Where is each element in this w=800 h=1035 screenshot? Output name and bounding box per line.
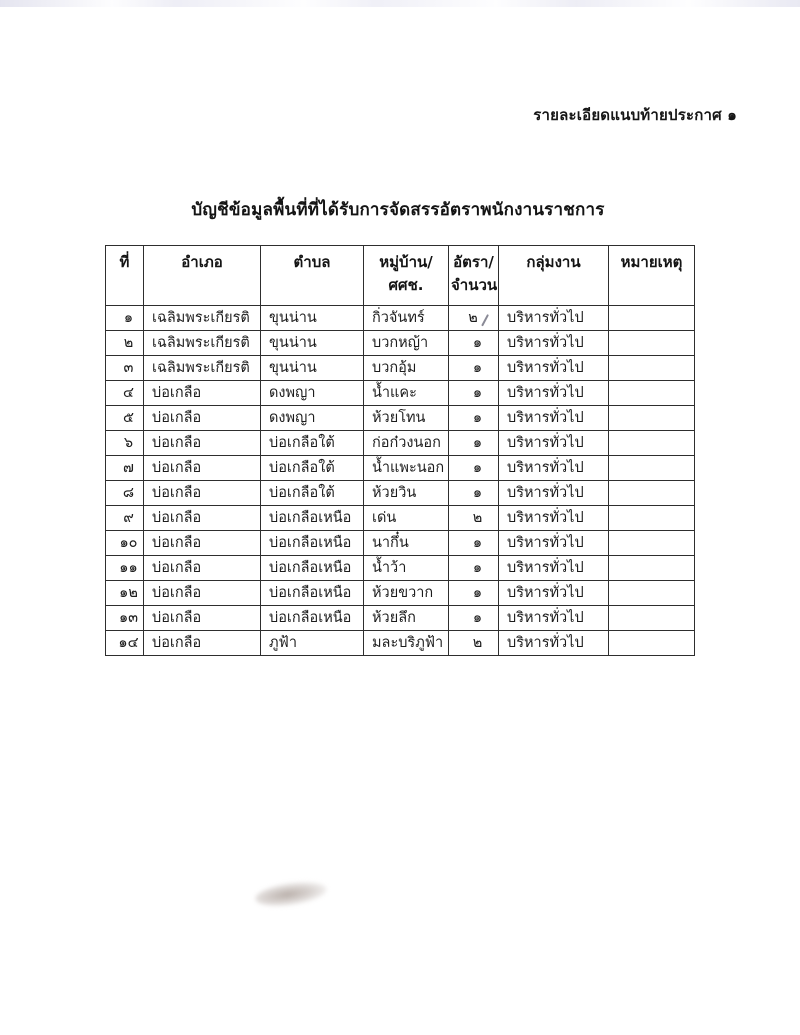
cell-subdistrict: บ่อเกลือเหนือ [261,606,364,631]
table-row [106,456,695,481]
header-subdistrict-label: ตำบล [293,253,331,271]
rate-value: ๑ [472,360,483,376]
cell-subdistrict: บ่อเกลือใต้ [261,431,364,456]
rate-value: ๒ [468,310,478,326]
cell-row-number: ๒ [106,331,144,356]
cell-rate [449,306,499,331]
cell-village: ห้วยลึก [364,606,449,631]
cell-remark [609,306,695,331]
cell-village: ห้วยโทน [364,406,449,431]
table-row [106,406,695,431]
cell-subdistrict: ขุนน่าน [261,331,364,356]
cell-district: บ่อเกลือ [144,531,261,556]
cell-rate [449,331,499,356]
cell-remark [609,381,695,406]
cell-row-number: ๘ [106,481,144,506]
cell-row-number: ๑๓ [106,606,144,631]
rate-value: ๑ [472,335,483,351]
cell-remark [609,481,695,506]
cell-row-number: ๑๔ [106,631,144,656]
cell-district: บ่อเกลือ [144,631,261,656]
table-header [106,246,695,306]
rate-value: ๒ [472,510,483,526]
header-village-label-line1: หมู่บ้าน/ [379,253,433,271]
rate-value: ๑ [472,435,483,451]
header-no [106,246,144,306]
table-row [106,481,695,506]
cell-remark [609,581,695,606]
cell-rate [449,581,499,606]
cell-village: ห้วยวิน [364,481,449,506]
cell-district: เฉลิมพระเกียรติ [144,331,261,356]
cell-workgroup: บริหารทั่วไป [499,556,609,581]
rate-value: ๑ [472,535,483,551]
pencil-smudge-artifact [254,878,328,910]
cell-district: เฉลิมพระเกียรติ [144,356,261,381]
header-rate-label-line1: อัตรา/ [453,253,494,271]
cell-subdistrict: บ่อเกลือใต้ [261,481,364,506]
cell-rate [449,381,499,406]
cell-row-number: ๖ [106,431,144,456]
cell-row-number: ๑๐ [106,531,144,556]
rate-value: ๑ [472,485,483,501]
rate-value: ๑ [472,585,483,601]
table-row [106,531,695,556]
page-title: บัญชีข้อมูลพื้นที่ที่ได้รับการจัดสรรอัตราพนักงานราชการ [191,200,605,220]
table-row [106,381,695,406]
cell-district: บ่อเกลือ [144,406,261,431]
header-no-label: ที่ [119,253,130,271]
cell-remark [609,631,695,656]
table-row [106,331,695,356]
cell-village: เด่น [364,506,449,531]
header-remark-label: หมายเหตุ [620,253,683,271]
pencil-check-mark [481,314,489,326]
cell-row-number: ๑๑ [106,556,144,581]
cell-workgroup: บริหารทั่วไป [499,581,609,606]
table-row [106,306,695,331]
cell-village: น้ำแพะนอก [364,456,449,481]
rate-value: ๒ [472,635,483,651]
header-village [364,246,449,306]
allocation-table [105,245,695,656]
cell-rate [449,606,499,631]
cell-remark [609,556,695,581]
cell-row-number: ๑ [106,306,144,331]
table-row [106,506,695,531]
header-rate-label-line2: จำนวน [451,276,498,294]
cell-subdistrict: บ่อเกลือเหนือ [261,531,364,556]
cell-subdistrict: บ่อเกลือเหนือ [261,506,364,531]
cell-workgroup: บริหารทั่วไป [499,606,609,631]
cell-row-number: ๕ [106,406,144,431]
cell-rate [449,631,499,656]
cell-village: น้ำแคะ [364,381,449,406]
cell-remark [609,606,695,631]
header-remark [609,246,695,306]
cell-village: ห้วยขวาก [364,581,449,606]
cell-workgroup: บริหารทั่วไป [499,456,609,481]
cell-rate [449,506,499,531]
cell-district: บ่อเกลือ [144,456,261,481]
cell-remark [609,506,695,531]
cell-rate [449,481,499,506]
cell-rate [449,556,499,581]
cell-village: กิ่วจันทร์ [364,306,449,331]
cell-subdistrict: ขุนน่าน [261,306,364,331]
table-row [106,431,695,456]
cell-remark [609,331,695,356]
rate-value: ๑ [472,560,483,576]
table-row [106,356,695,381]
cell-district: บ่อเกลือ [144,431,261,456]
cell-workgroup: บริหารทั่วไป [499,631,609,656]
cell-workgroup: บริหารทั่วไป [499,481,609,506]
cell-row-number: ๑๒ [106,581,144,606]
cell-remark [609,456,695,481]
table-row [106,606,695,631]
cell-rate [449,531,499,556]
table-row [106,631,695,656]
header-workgroup-label: กลุ่มงาน [526,253,581,271]
cell-rate [449,431,499,456]
cell-row-number: ๔ [106,381,144,406]
table-header-row [106,246,695,306]
cell-district: บ่อเกลือ [144,556,261,581]
cell-workgroup: บริหารทั่วไป [499,381,609,406]
cell-village: น้ำว้า [364,556,449,581]
cell-remark [609,406,695,431]
cell-rate [449,406,499,431]
cell-subdistrict: ดงพญา [261,381,364,406]
cell-remark [609,531,695,556]
attachment-reference-label: รายละเอียดแนบท้ายประกาศ ๑ [533,106,737,124]
cell-district: บ่อเกลือ [144,481,261,506]
cell-village: บวกหญ้า [364,331,449,356]
cell-workgroup: บริหารทั่วไป [499,406,609,431]
cell-village: บวกอุ้ม [364,356,449,381]
cell-workgroup: บริหารทั่วไป [499,531,609,556]
cell-district: บ่อเกลือ [144,606,261,631]
cell-workgroup: บริหารทั่วไป [499,356,609,381]
header-subdistrict [261,246,364,306]
scanner-edge-artifact [0,0,800,7]
cell-row-number: ๙ [106,506,144,531]
cell-workgroup: บริหารทั่วไป [499,431,609,456]
cell-village: มละบริภูฟ้า [364,631,449,656]
cell-workgroup: บริหารทั่วไป [499,506,609,531]
table-row [106,581,695,606]
cell-district: เฉลิมพระเกียรติ [144,306,261,331]
cell-row-number: ๗ [106,456,144,481]
header-district-label: อำเภอ [181,253,223,271]
cell-subdistrict: บ่อเกลือเหนือ [261,556,364,581]
cell-village: นากึ๋น [364,531,449,556]
cell-rate [449,356,499,381]
rate-value: ๑ [472,385,483,401]
cell-subdistrict: ภูฟ้า [261,631,364,656]
cell-rate [449,456,499,481]
header-rate [449,246,499,306]
cell-remark [609,431,695,456]
table-row [106,556,695,581]
cell-district: บ่อเกลือ [144,581,261,606]
cell-village: ก่อก๋วงนอก [364,431,449,456]
table-body [106,306,695,656]
cell-district: บ่อเกลือ [144,381,261,406]
cell-district: บ่อเกลือ [144,506,261,531]
cell-subdistrict: ขุนน่าน [261,356,364,381]
cell-subdistrict: บ่อเกลือใต้ [261,456,364,481]
cell-workgroup: บริหารทั่วไป [499,306,609,331]
rate-value: ๑ [472,410,483,426]
cell-subdistrict: บ่อเกลือเหนือ [261,581,364,606]
header-workgroup [499,246,609,306]
header-village-label-line2: ศศช. [388,276,424,294]
cell-workgroup: บริหารทั่วไป [499,331,609,356]
cell-subdistrict: ดงพญา [261,406,364,431]
rate-value: ๑ [472,610,483,626]
rate-value: ๑ [472,460,483,476]
header-district [144,246,261,306]
cell-remark [609,356,695,381]
cell-row-number: ๓ [106,356,144,381]
